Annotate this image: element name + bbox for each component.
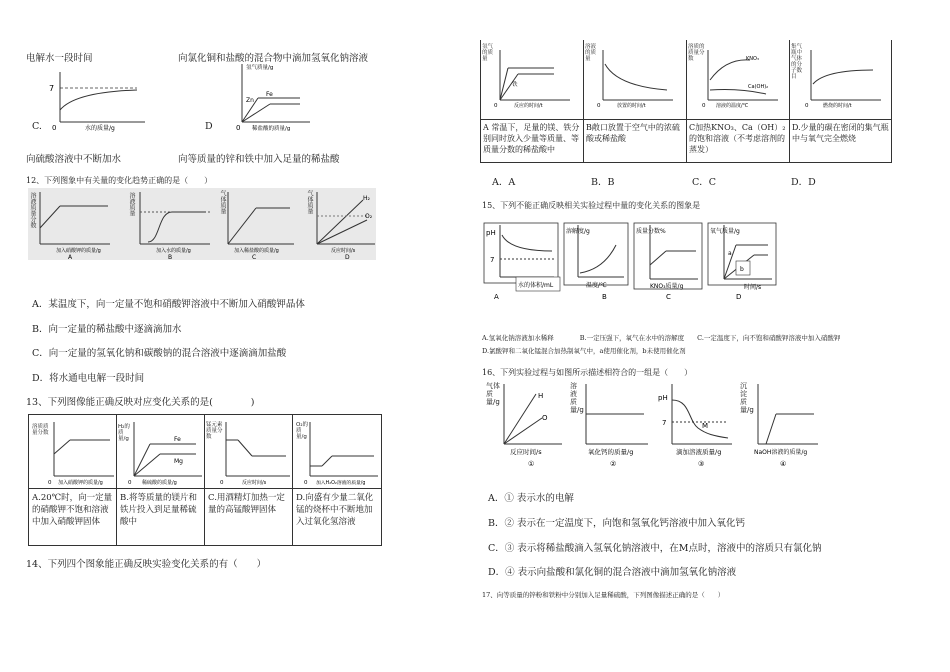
- q12-d-xlabel: 反应时间/s: [331, 248, 356, 254]
- q12-a-xlabel: 加入硝酸钾的质量/g: [56, 248, 101, 254]
- q14-graph-a: [484, 44, 580, 116]
- q16-option-a: A．① 表示水的电解: [488, 493, 574, 504]
- q13-b-fe: Fe: [174, 436, 181, 443]
- q14-c-ylabel: 溶质的质量分数: [688, 44, 705, 62]
- q13-d-xlabel: 加入H₂O₂溶液的质量/g: [316, 481, 366, 486]
- q16-stem: 16、下列实验过程与如图所示描述相符合的一组是（ ）: [482, 368, 693, 377]
- q14-b-ylabel: 溶液的质量: [585, 44, 597, 62]
- q14-answer-a: A．A: [492, 177, 516, 188]
- q15-b-letter: B: [602, 293, 607, 301]
- q12-option-d: D．将水通电电解一段时间: [32, 373, 145, 384]
- q16-4-ylabel: 沉淀质量/g: [740, 382, 754, 414]
- q16-3-num: ③: [698, 460, 705, 468]
- caption-h2so4-water: 向硫酸溶液中不断加水: [26, 154, 122, 165]
- q12-graph-c: [218, 188, 298, 260]
- q15-graph-d: [706, 215, 780, 305]
- q15-d-xlabel: 时间/s: [744, 284, 762, 291]
- q15-a-letter: A: [494, 293, 499, 301]
- q14-answer-b: B．B: [591, 177, 615, 188]
- caption-cucl2-naoh: 向氯化铜和盐酸的混合物中滴加氢氧化钠溶液: [178, 53, 369, 64]
- fig-c-xlabel: 水的质量/g: [85, 125, 115, 132]
- q16-3-seven: 7: [662, 419, 667, 427]
- q13-d-ylabel: O₂的质量/g: [296, 422, 309, 440]
- q14-graph-b: [587, 44, 683, 116]
- q14-a-xlabel: 反应的时间/t: [514, 103, 543, 109]
- fig-d-letter: D: [205, 121, 213, 132]
- q16-4-num: ④: [780, 460, 787, 468]
- q16-1-num: ①: [528, 460, 535, 468]
- q15-c-xlabel: KNO₃质量/g: [650, 283, 684, 290]
- q14-a-origin: 0: [494, 103, 498, 109]
- q13-d-origin: 0: [304, 480, 308, 486]
- q16-option-c: C．③ 表示将稀盐酸滴入氢氧化钠溶液中，在M点时，溶液中的溶质只有氯化钠: [488, 543, 822, 554]
- caption-zn-fe-hcl: 向等质量的锌和铁中加入足量的稀盐酸: [178, 154, 340, 165]
- q14-c-caoh: Ca(OH)₂: [748, 84, 769, 90]
- q14-option-a: A 常温下，足量的镁、铁分别同时放入少量等质量、等质量分数的稀盐酸中: [483, 123, 580, 154]
- q16-1-h: H: [538, 392, 544, 400]
- q13-b-origin: 0: [128, 480, 132, 486]
- q15-d-letter: D: [736, 293, 742, 301]
- q16-2-num: ②: [610, 460, 617, 468]
- q12-c-letter: C: [252, 254, 257, 261]
- q14-b-xlabel: 放置的时间/t: [617, 103, 646, 109]
- q14-c-xlabel: 溶液的温度/℃: [716, 103, 749, 109]
- q13-c-ylabel: 锰元素质量分数: [206, 422, 223, 440]
- q13-a-origin: 0: [48, 480, 52, 486]
- q16-3-xlabel: 滴加溶液质量/g: [676, 448, 722, 456]
- q15-d-b: b: [740, 266, 744, 273]
- q16-1-xlabel: 反应时间/s: [510, 448, 542, 456]
- q12-d-ylabel: 气体质量: [306, 190, 313, 214]
- q14-table: [480, 40, 892, 163]
- q12-b-letter: B: [168, 254, 173, 261]
- q16-figure: [484, 380, 816, 470]
- fig-d-xlabel: 稀盐酸的质量/g: [252, 126, 291, 132]
- q14-option-b: B敞口放置于空气中的浓硫酸或稀盐酸: [586, 123, 680, 143]
- q12-figure: [28, 188, 376, 260]
- q12-graph-a: [28, 188, 118, 260]
- q14-d-xlabel: 燃烧的时间/t: [823, 103, 852, 109]
- q13-table: [28, 414, 382, 546]
- fig-d-ylabel: 氢气质量/g: [246, 65, 274, 71]
- q16-graph-3: [654, 380, 734, 470]
- q16-graph-2: [570, 380, 650, 470]
- q13-a-ylabel: 溶质质量分数: [32, 424, 49, 436]
- q16-1-o: O: [542, 414, 548, 422]
- q15-figure: [480, 215, 780, 305]
- fig-c-letter: C.: [32, 121, 42, 132]
- q12-c-xlabel: 加入稀盐酸的质量/g: [234, 248, 279, 254]
- q14-option-c: C加热KNO₃、Ca（OH）₂的饱和溶液（不考虑溶剂的蒸发）: [689, 123, 786, 154]
- q13-b-ylabel: H₂的质量/g: [118, 424, 130, 442]
- q15-a-seven: 7: [490, 256, 495, 264]
- q12-c-ylabel: 气体质量: [219, 190, 226, 214]
- q15-a-ylabel: pH: [486, 229, 496, 237]
- q15-b-xlabel: 温度/℃: [586, 282, 607, 289]
- q12-option-c: C．向一定量的氢氧化钠和碳酸钠的混合溶液中逐滴滴加盐酸: [32, 348, 287, 359]
- q15-options-line2: D.氯酸钾和二氧化锰混合加热制氧气中，a使用催化剂，b未使用催化剂: [482, 347, 686, 355]
- q14-answer-d: D．D: [791, 177, 816, 188]
- fig-d-fe: Fe: [266, 91, 273, 98]
- q13-option-b: B.将等质量的镁片和铁片投入到足量稀硫酸中: [120, 493, 197, 527]
- q15-d-ylabel: 氧气质量/g: [710, 228, 740, 235]
- q12-d-h2: H₂: [363, 195, 370, 202]
- q16-3-ylabel: pH: [658, 394, 668, 402]
- q14-b-origin: 0: [597, 103, 601, 109]
- q15-graph-a: [480, 215, 562, 305]
- q13-c-xlabel: 反应时间/s: [242, 480, 267, 486]
- q15-graph-c: [632, 215, 706, 305]
- q14-d-ylabel: 集气瓶中气体的分子数目: [791, 44, 803, 80]
- q13-option-a: A.20℃时，向一定量的硝酸钾不饱和溶液中加入硝酸钾固体: [32, 493, 113, 527]
- q12-graph-d: [303, 188, 378, 260]
- q13-option-d: D.向盛有少量二氧化锰的烧杯中不断地加入过氧化氢溶液: [296, 493, 374, 527]
- q12-d-letter: D: [345, 254, 350, 261]
- q12-stem: 12、下列图象中有关量的变化趋势正确的是（ ）: [26, 176, 213, 185]
- fig-c-seven: 7: [49, 84, 55, 93]
- q16-4-xlabel: NaOH溶液的质量/g: [754, 449, 808, 456]
- q16-2-ylabel: 溶液质量/g: [570, 382, 584, 414]
- fig-d-origin: 0: [236, 124, 241, 132]
- q12-a-letter: A: [68, 254, 73, 261]
- q13-stem: 13、下列图像能正确反映对应变化关系的是( ): [26, 397, 255, 408]
- q14-a-ylabel: 氢气的质量: [482, 44, 494, 62]
- q16-2-xlabel: 氧化钙的质量/g: [588, 448, 634, 456]
- fig-d-graph: [230, 62, 320, 132]
- q16-option-d: D．④ 表示向盐酸和氯化铜的混合溶液中滴加氢氧化钠溶液: [488, 567, 737, 578]
- fig-c-graph: [45, 70, 165, 132]
- q15-a-xlabel: 水的体积/mL: [518, 282, 554, 289]
- q14-c-kno3: KNO₃: [746, 56, 759, 62]
- q14-c-origin: 0: [702, 103, 706, 109]
- q16-1-ylabel: 气体质量/g: [486, 382, 500, 406]
- q12-d-o2: O₂: [365, 213, 373, 220]
- q12-a-ylabel: 溶液质量分数: [29, 192, 36, 228]
- q13-b-mg: Mg: [174, 458, 183, 465]
- q14-a-fe: 铁: [512, 82, 518, 88]
- q12-b-xlabel: 加入水的质量/g: [156, 248, 191, 254]
- q13-option-c: C.用酒精灯加热一定量的高锰酸钾固体: [208, 493, 285, 515]
- q16-3-m: M: [702, 422, 709, 430]
- q13-a-xlabel: 加入硝酸钾的质量/g: [58, 480, 103, 486]
- q14-option-d: D.少量的碳在密闭的集气瓶中与氧气完全燃烧: [792, 123, 889, 143]
- q15-graph-b: [562, 215, 632, 305]
- q15-options-line1: A.氢氧化钠溶液加水稀释 B.一定压强下，氧气在水中的溶解度 C.一定温度下，向不饱和硝酸钾溶液中加入硝酸钾: [482, 334, 841, 342]
- q12-b-ylabel: 溶液质量: [128, 192, 135, 216]
- q14-graph-d: [793, 44, 889, 116]
- q15-c-ylabel: 质量分数%: [636, 228, 666, 235]
- q16-graph-4: [740, 380, 820, 470]
- q13-b-xlabel: 稀硫酸的质量/g: [142, 480, 177, 486]
- q13-graph-b: [120, 418, 204, 486]
- q16-option-b: B．② 表示在一定温度下，向饱和氢氧化钙溶液中加入氧化钙: [488, 518, 746, 529]
- q12-option-a: A．某温度下，向一定量不饱和硝酸钾溶液中不断加入硝酸钾晶体: [32, 299, 305, 310]
- q15-stem: 15、下列不能正确反映相关实验过程中量的变化关系的图象是: [482, 201, 701, 210]
- q15-b-ylabel: 溶解度/g: [566, 228, 590, 235]
- q15-c-letter: C: [666, 293, 671, 301]
- caption-electrolysis: 电解水一段时间: [26, 53, 93, 64]
- q12-option-b: B．向一定量的稀盐酸中逐滴滴加水: [32, 324, 182, 335]
- q14-stem: 14、下列四个图象能正确反映实验变化关系的有（ ）: [26, 559, 267, 570]
- fig-d-zn: Zn: [246, 97, 254, 104]
- fig-c-origin: 0: [52, 124, 57, 132]
- q17-stem: 17、向等质量的锌粉和铁粉中分别加入足量稀硫酸，下列图像描述正确的是（ ）: [482, 591, 725, 599]
- q12-graph-b: [126, 188, 216, 260]
- q14-answer-c: C．C: [692, 177, 717, 188]
- q13-c-origin: 0: [220, 480, 224, 486]
- q15-d-a: a: [728, 250, 732, 257]
- q14-d-origin: 0: [805, 103, 809, 109]
